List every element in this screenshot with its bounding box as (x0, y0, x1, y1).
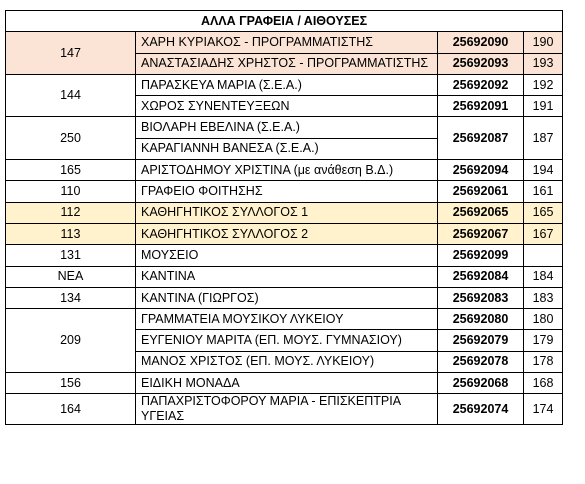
name-cell: ΠΑΡΑΣΚΕΥΑ ΜΑΡΙΑ (Σ.Ε.Α.) (136, 74, 438, 95)
table-header-row (6, 11, 563, 32)
phone-cell: 25692079 (438, 330, 524, 351)
phone-cell: 25692080 (438, 309, 524, 330)
name-cell: ΚΑΝΤΙΝΑ (ΓΙΩΡΓΟΣ) (136, 287, 438, 308)
phone-cell: 25692068 (438, 373, 524, 394)
extension-cell: 165 (524, 202, 563, 223)
table-row (6, 160, 563, 181)
phone-cell: 25692065 (438, 202, 524, 223)
name-cell: ΕΥΓΕΝΙΟΥ ΜΑΡΙΤΑ (ΕΠ. ΜΟΥΣ. ΓΥΜΝΑΣΙΟΥ) (136, 330, 438, 351)
name-cell: ΚΑΘΗΓΗΤΙΚΟΣ ΣΥΛΛΟΓΟΣ 2 (136, 223, 438, 244)
name-cell: ΓΡΑΦΕΙΟ ΦΟΙΤΗΣΗΣ (136, 181, 438, 202)
table-row (6, 202, 563, 223)
room-cell: 112 (6, 202, 136, 223)
phone-cell: 25692067 (438, 223, 524, 244)
phone-cell: 25692092 (438, 74, 524, 95)
extension-cell: 194 (524, 160, 563, 181)
room-cell: 134 (6, 287, 136, 308)
name-cell: ΕΙΔΙΚΗ ΜΟΝΑΔΑ (136, 373, 438, 394)
room-cell: 147 (6, 32, 136, 75)
room-cell: 165 (6, 160, 136, 181)
extension-cell: 161 (524, 181, 563, 202)
extension-cell (524, 245, 563, 266)
name-cell: ΑΝΑΣΤΑΣΙΑΔΗΣ ΧΡΗΣΤΟΣ - ΠΡΟΓΡΑΜΜΑΤΙΣΤΗΣ (136, 53, 438, 74)
phone-cell: 25692061 (438, 181, 524, 202)
name-cell: ΚΑΡΑΓΙΑΝΝΗ ΒΑΝΕΣΑ (Σ.Ε.Α.) (136, 138, 438, 159)
name-cell: ΒΙΟΛΑΡΗ ΕΒΕΛΙΝΑ (Σ.Ε.Α.) (136, 117, 438, 138)
table-row (6, 223, 563, 244)
extension-cell: 184 (524, 266, 563, 287)
phone-cell: 25692099 (438, 245, 524, 266)
extension-cell: 190 (524, 32, 563, 53)
extension-cell: 174 (524, 394, 563, 425)
extension-cell: 192 (524, 74, 563, 95)
extension-cell: 180 (524, 309, 563, 330)
name-cell: ΧΑΡΗ ΚΥΡΙΑΚΟΣ - ΠΡΟΓΡΑΜΜΑΤΙΣΤΗΣ (136, 32, 438, 53)
name-cell: ΓΡΑΜΜΑΤΕΙΑ ΜΟΥΣΙΚΟΥ ΛΥΚΕΙΟΥ (136, 309, 438, 330)
table-row (6, 287, 563, 308)
phone-cell: 25692090 (438, 32, 524, 53)
room-cell: 164 (6, 394, 136, 425)
room-cell: 113 (6, 223, 136, 244)
name-cell: ΚΑΘΗΓΗΤΙΚΟΣ ΣΥΛΛΟΓΟΣ 1 (136, 202, 438, 223)
name-cell: ΜΟΥΣΕΙΟ (136, 245, 438, 266)
directory-table (5, 10, 563, 425)
room-cell: 209 (6, 309, 136, 373)
extension-cell: 193 (524, 53, 563, 74)
phone-cell: 25692087 (438, 117, 524, 160)
room-cell: 131 (6, 245, 136, 266)
room-cell: 250 (6, 117, 136, 160)
table-row (6, 373, 563, 394)
extension-cell: 183 (524, 287, 563, 308)
room-cell: 144 (6, 74, 136, 117)
extension-cell: 179 (524, 330, 563, 351)
table-row (6, 181, 563, 202)
extension-cell: 187 (524, 117, 563, 160)
phone-cell: 25692078 (438, 351, 524, 372)
phone-cell: 25692094 (438, 160, 524, 181)
extension-cell: 168 (524, 373, 563, 394)
table-row (6, 309, 563, 330)
extension-cell: 191 (524, 96, 563, 117)
room-cell: ΝΕΑ (6, 266, 136, 287)
phone-cell: 25692074 (438, 394, 524, 425)
table-row (6, 245, 563, 266)
name-cell: ΑΡΙΣΤΟΔΗΜΟΥ ΧΡΙΣΤΙΝΑ (με ανάθεση Β.Δ.) (136, 160, 438, 181)
phone-cell: 25692084 (438, 266, 524, 287)
phone-cell: 25692093 (438, 53, 524, 74)
table-row (6, 117, 563, 138)
name-cell: ΧΩΡΟΣ ΣΥΝΕΝΤΕΥΞΕΩΝ (136, 96, 438, 117)
table-row (6, 32, 563, 53)
table-row (6, 74, 563, 95)
table-row (6, 266, 563, 287)
name-cell: ΜΑΝΟΣ ΧΡΙΣΤΟΣ (ΕΠ. ΜΟΥΣ. ΛΥΚΕΙΟΥ) (136, 351, 438, 372)
phone-cell: 25692083 (438, 287, 524, 308)
room-cell: 110 (6, 181, 136, 202)
phone-cell: 25692091 (438, 96, 524, 117)
extension-cell: 178 (524, 351, 563, 372)
name-cell: ΠΑΠΑΧΡΙΣΤΟΦΟΡΟΥ ΜΑΡΙΑ - ΕΠΙΣΚΕΠΤΡΙΑ ΥΓΕΙΑΣ (136, 394, 438, 425)
table-row (6, 394, 563, 425)
extension-cell: 167 (524, 223, 563, 244)
table-title: ΑΛΛΑ ΓΡΑΦΕΙΑ / ΑΙΘΟΥΣΕΣ (6, 11, 563, 32)
room-cell: 156 (6, 373, 136, 394)
name-cell: ΚΑΝΤΙΝΑ (136, 266, 438, 287)
